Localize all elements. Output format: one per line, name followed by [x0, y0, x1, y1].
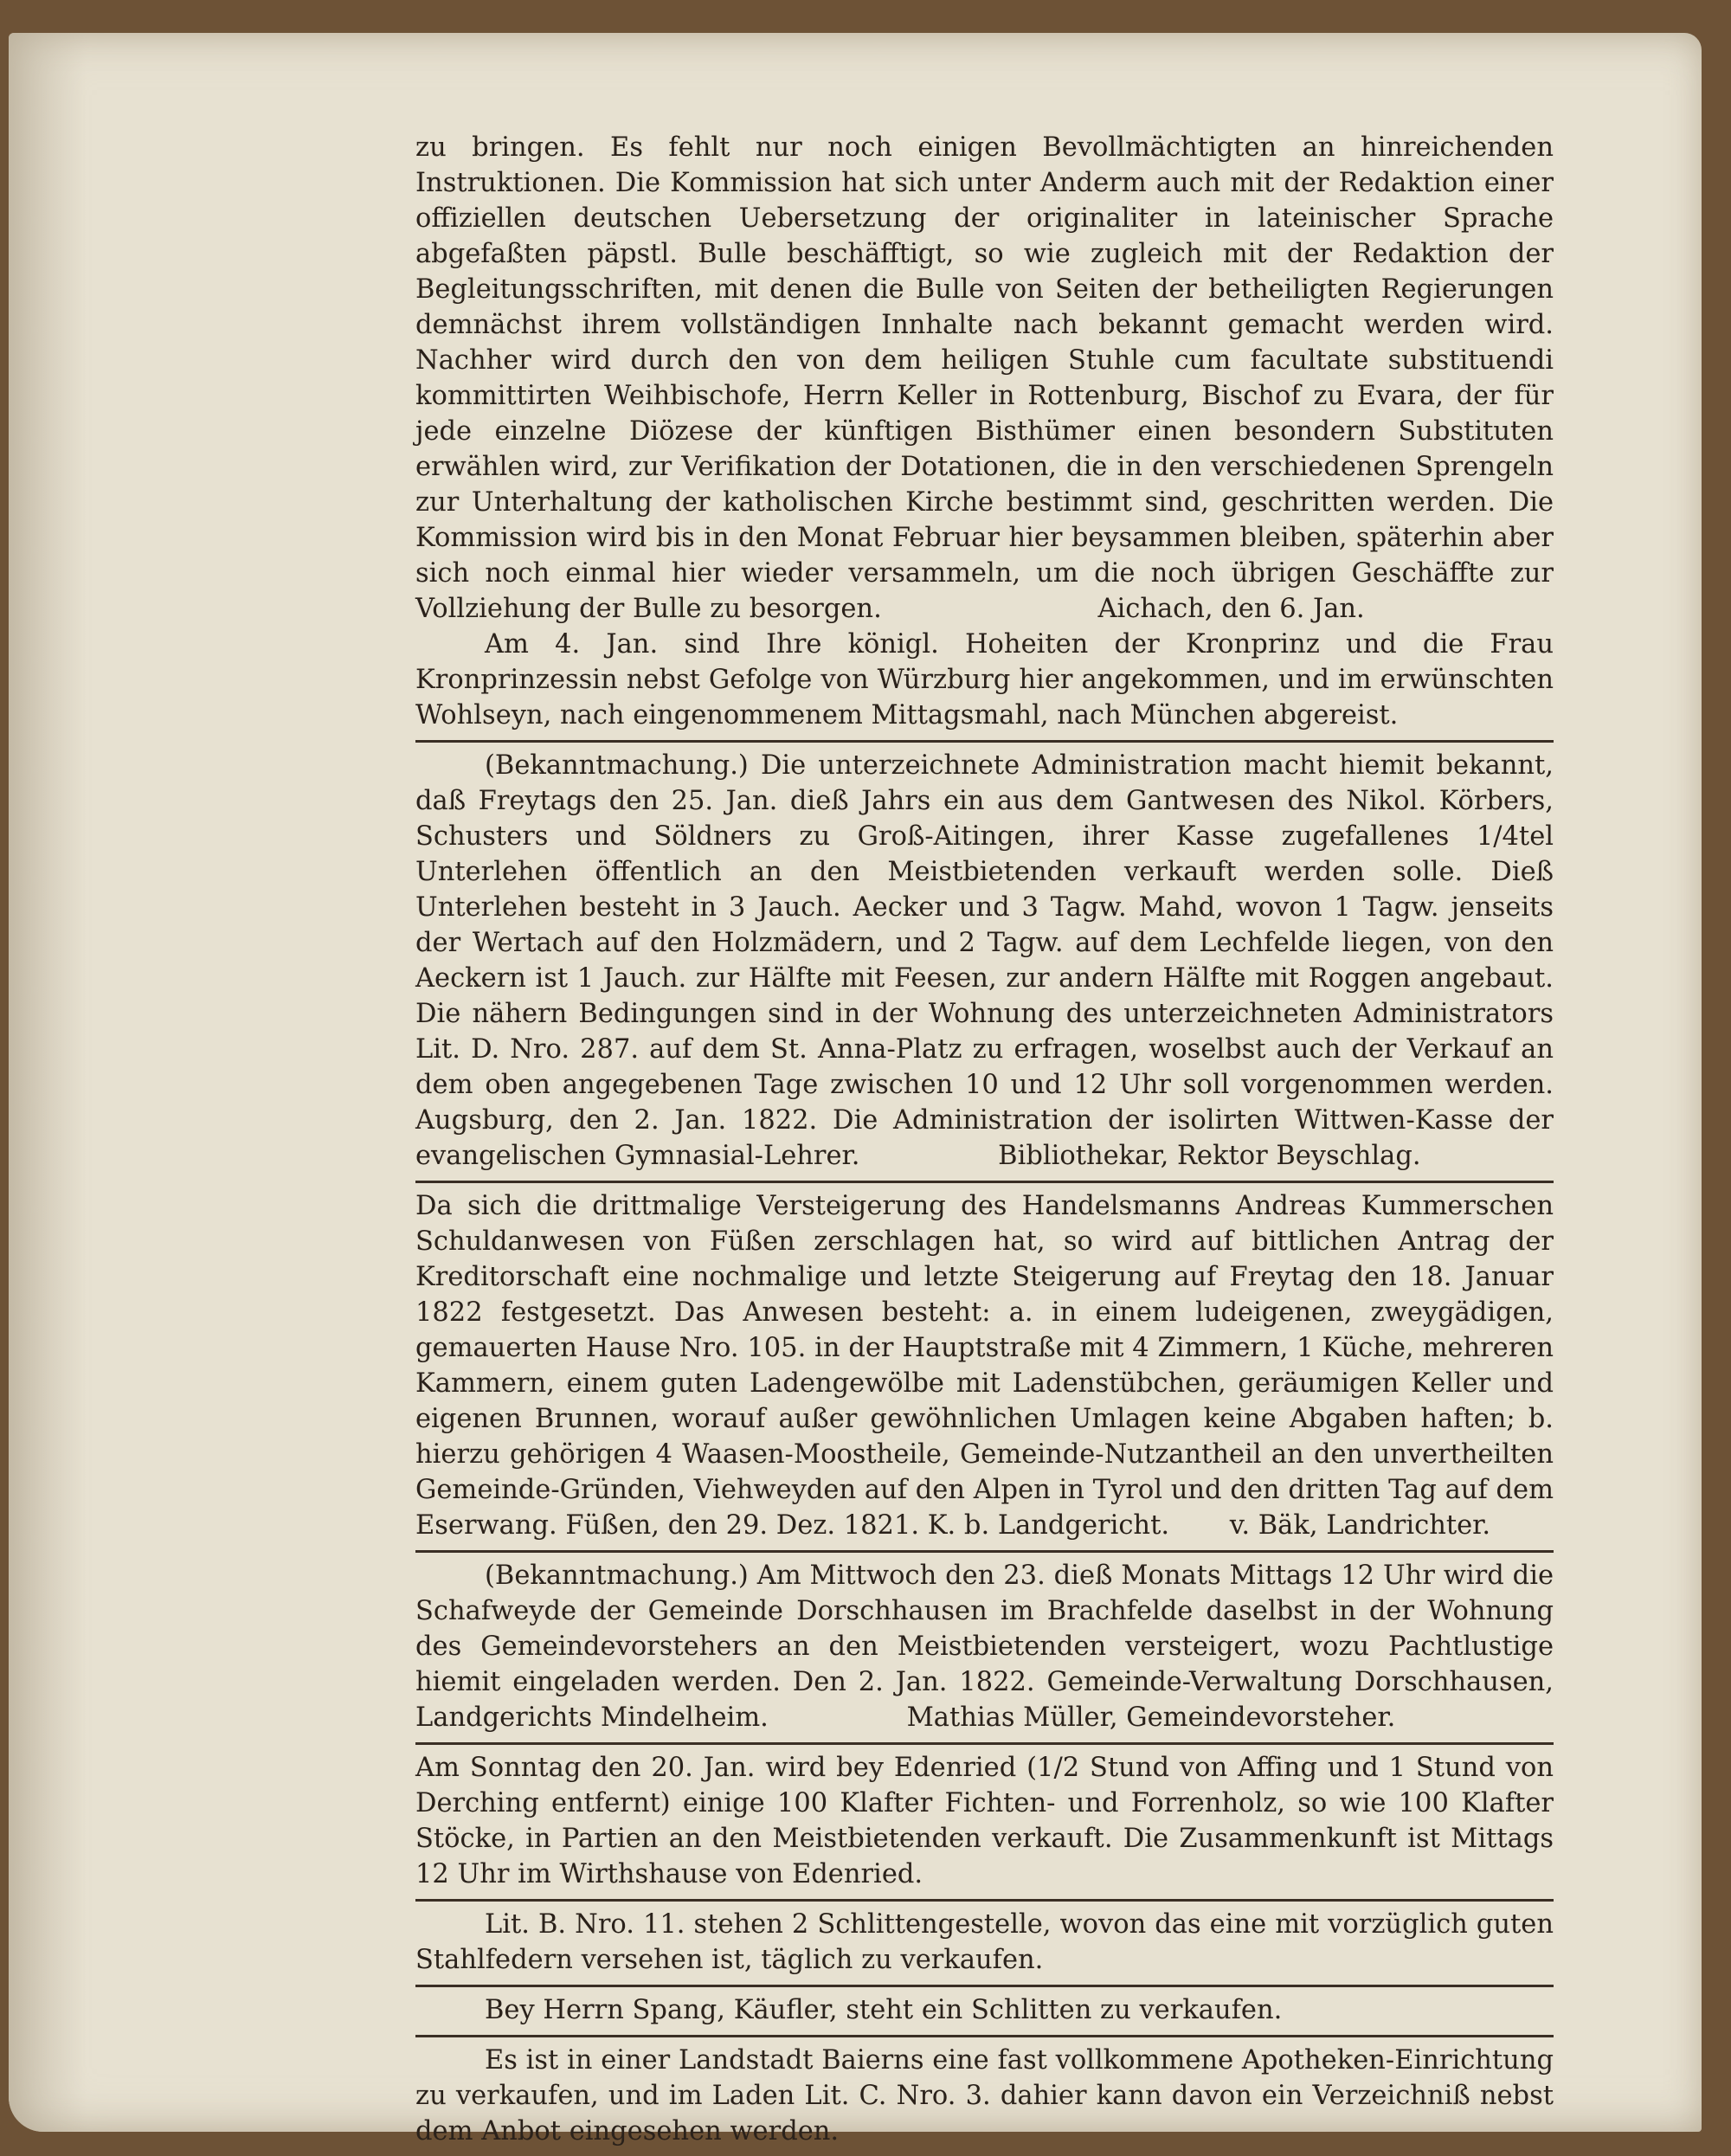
notice-3-signature: Mathias Müller, Gemeindevorsteher.: [906, 1702, 1396, 1733]
notice-1: [415, 740, 1554, 1181]
notice-4: [415, 1742, 1554, 1899]
notice-1-text: [415, 748, 1554, 1174]
notice-3-text: [415, 1558, 1554, 1735]
article-paragraph-2: Am 4. Jan. sind Ihre königl. Hoheiten der Kronprinz und die Frau Kronprinzessin nebst Gefolge von Würzburg hier angekommen, und im erwünschten Wohlseyn, nach eingenommenem Mittagsmahl, nach München abgereist.: [415, 629, 1554, 730]
text-column: [415, 130, 1554, 2156]
article-paragraph-1: [415, 130, 1554, 627]
notice-6-text: Bey Herrn Spang, Käufler, steht ein Schlitten zu verkaufen.: [485, 1995, 1283, 2025]
notice-7-text: Es ist in einer Landstadt Baierns eine fast vollkommene Apotheken-Einrichtung zu verkaufen, und im Laden Lit. C. Nro. 3. dahier kann davon ein Verzeichniß nebst dem Anbot eingesehen werden.: [415, 2045, 1554, 2146]
dateline: Aichach, den 6. Jan.: [1097, 594, 1365, 624]
notice-2-body: Da sich die drittmalige Versteigerung des Handelsmanns Andreas Kummerschen Schuldanwesen von Füßen zerschlagen hat, so wird auf bittlichen Antrag der Kreditorschaft eine nochmalige und letzte Steigerung auf Freytag den 18. Januar 1822 festgesetzt. Das Anwesen besteht: a. in einem ludeigenen, zweygädigen, gemauerten Hause Nro. 105. in der Hauptstraße mit 4 Zimmern, 1 Küche, mehreren Kammern, einem guten Ladengewölbe mit Ladenstübchen, geräumigen Keller und eigenen Brunnen, worauf außer gewöhnlichen Umlagen keine Abgaben haften; b. hierzu gehörigen 4 Waasen-Moostheile, Gemeinde-Nutzantheil an den unvertheilten Gemeinde-Gründen, Viehweyden auf den Alpen in Tyrol und den dritten Tag auf dem Eserwang. Füßen, den 29. Dez. 1821. K. b. Landgericht.: [415, 1191, 1554, 1541]
article-paragraph-1-text: zu bringen. Es fehlt nur noch einigen Bevollmächtigten an hinreichenden Instruktionen. Die Kommission hat sich unter Anderm auch mit der Redaktion einer offiziellen deutschen Uebersetzung der originaliter in lateinischer Sprache abgefaßten päpstl. Bulle beschäfftigt, so wie zugleich mit der Redaktion der Begleitungsschriften, mit denen die Bulle von Seiten der betheiligten Regierungen demnächst ihrem vollständigen Innhalte nach bekannt gemacht werden wird. Nachher wird durch den von dem heiligen Stuhle cum facultate substituendi kommittirten Weihbischofe, Herrn Keller in Rottenburg, Bischof zu Evara, der für jede einzelne Diözese der künftigen Bisthümer einen besondern Substituten erwählen wird, zur Verifikation der Dotationen, die in den verschiedenen Sprengeln zur Unterhaltung der katholischen Kirche bestimmt sind, geschritten werden. Die Kommission wird bis in den Monat Februar hier beysammen bleiben, späterhin aber sich noch einmal hier wieder versammeln, um die noch übrigen Geschäffte zur Vollziehung der Bulle zu besorgen.: [415, 132, 1554, 624]
notice-2-signature: v. Bäk, Landrichter.: [1229, 1510, 1491, 1541]
notice-2: [415, 1181, 1554, 1550]
news-article: [415, 130, 1554, 740]
notice-3-body: (Bekanntmachung.) Am Mittwoch den 23. dieß Monats Mittags 12 Uhr wird die Schafweyde der Gemeinde Dorschhausen im Brachfelde daselbst in der Wohnung des Gemeindevorstehers an den Meistbietenden versteigert, wozu Pachtlustige hiemit eingeladen werden. Den 2. Jan. 1822. Gemeinde-Verwaltung Dorschhausen, Landgerichts Mindelheim.: [415, 1561, 1554, 1733]
notice-5-text: Lit. B. Nro. 11. stehen 2 Schlittengestelle, wovon das eine mit vorzüglich guten Stahlfedern versehen ist, täglich zu verkaufen.: [415, 1909, 1554, 1975]
notice-1-signature: Bibliothekar, Rektor Beyschlag.: [998, 1141, 1421, 1171]
notice-2-text: [415, 1188, 1554, 1543]
notice-6: [415, 1985, 1554, 2035]
paper-edge: [9, 33, 87, 2132]
notice-5: [415, 1899, 1554, 1985]
notice-1-body: (Bekanntmachung.) Die unterzeichnete Administration macht hiemit bekannt, daß Freytags den 25. Jan. dieß Jahrs ein aus dem Gantwesen des Nikol. Körbers, Schusters und Söldners zu Groß-Aitingen, ihrer Kasse zugefallenes 1/4tel Unterlehen öffentlich an den Meistbietenden verkauft werden solle. Dieß Unterlehen besteht in 3 Jauch. Aecker und 3 Tagw. Mahd, wovon 1 Tagw. jenseits der Wertach auf den Holzmädern, und 2 Tagw. auf dem Lechfelde liegen, von den Aeckern ist 1 Jauch. zur Hälfte mit Feesen, zur andern Hälfte mit Roggen angebaut. Die nähern Bedingungen sind in der Wohnung des unterzeichneten Administrators Lit. D. Nro. 287. auf dem St. Anna-Platz zu erfragen, woselbst auch der Verkauf an dem oben angegebenen Tage zwischen 10 und 12 Uhr soll vorgenommen werden. Augsburg, den 2. Jan. 1822. Die Administration der isolirten Wittwen-Kasse der evangelischen Gymnasial-Lehrer.: [415, 750, 1554, 1171]
notice-7: [415, 2035, 1554, 2156]
notice-4-text: Am Sonntag den 20. Jan. wird bey Edenried (1/2 Stund von Affing und 1 Stund von Derching entfernt) einige 100 Klafter Fichten- und Forrenholz, so wie 100 Klafter Stöcke, in Partien an den Meistbietenden verkauft. Die Zusammenkunft ist Mittags 12 Uhr im Wirthshause von Edenried.: [415, 1753, 1554, 1889]
notice-3: [415, 1550, 1554, 1742]
